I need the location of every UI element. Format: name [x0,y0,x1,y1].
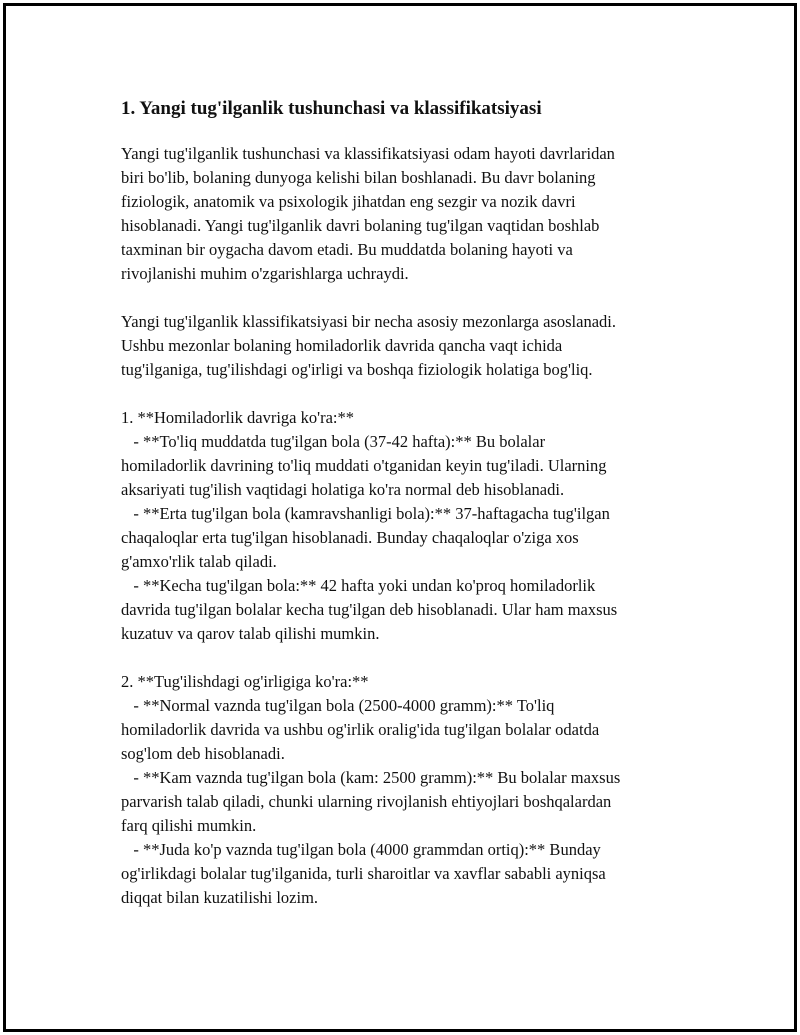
paragraph-intro [121,142,701,286]
section-heading: 2. **Tug'ilishdagi og'irligiga ko'ra:** [121,672,369,691]
section-birth-weight [121,670,701,910]
paragraph-spacer [121,382,701,406]
text-line: chaqaloqlar erta tug'ilgan hisoblanadi. Bunday chaqaloqlar o'ziga xos [121,528,579,547]
list-item: - **Juda ko'p vaznda tug'ilgan bola (4000 grammdan ortiq):** Bunday [121,840,601,859]
page-frame [3,3,797,1032]
list-item: - **To'liq muddatda tug'ilgan bola (37-42 hafta):** Bu bolalar [121,432,546,451]
paragraph-spacer [121,646,701,670]
list-item: - **Normal vaznda tug'ilgan bola (2500-4000 gramm):** To'liq [121,696,555,715]
text-line: og'irlikdagi bolalar tug'ilganida, turli sharoitlar va xavflar sababli ayniqsa [121,864,606,883]
text-line: davrida tug'ilgan bolalar kecha tug'ilgan deb hisoblanadi. Ular ham maxsus [121,600,618,619]
text-line: fiziologik, anatomik va psixologik jihatdan eng sezgir va nozik davri [121,192,576,211]
paragraph-classification [121,310,701,382]
section-heading: 1. **Homiladorlik davriga ko'ra:** [121,408,355,427]
section-gestation [121,406,701,646]
text-line: biri bo'lib, bolaning dunyoga kelishi bilan boshlanadi. Bu davr bolaning [121,168,596,187]
text-line: Yangi tug'ilganlik tushunchasi va klassifikatsiyasi odam hayoti davrlaridan [121,144,615,163]
text-line: Yangi tug'ilganlik klassifikatsiyasi bir necha asosiy mezonlarga asoslanadi. [121,312,616,331]
text-line: tug'ilganiga, tug'ilishdagi og'irligi va boshqa fiziologik holatiga bog'liq. [121,360,593,379]
list-item: - **Kam vaznda tug'ilgan bola (kam: 2500 gramm):** Bu bolalar maxsus [121,768,621,787]
list-item: - **Kecha tug'ilgan bola:** 42 hafta yoki undan ko'proq homiladorlik [121,576,596,595]
text-line: parvarish talab qiladi, chunki ularning rivojlanish ehtiyojlari boshqalardan [121,792,612,811]
text-line: g'amxo'rlik talab qiladi. [121,552,277,571]
text-line: homiladorlik davrida va ushbu og'irlik oralig'ida tug'ilgan bolalar odatda [121,720,600,739]
list-item: - **Erta tug'ilgan bola (kamravshanligi bola):** 37-haftagacha tug'ilgan [121,504,610,523]
text-line: diqqat bilan kuzatilishi lozim. [121,888,319,907]
document-title: 1. Yangi tug'ilganlik tushunchasi va klassifikatsiyasi [121,98,542,119]
text-line: farq qilishi mumkin. [121,816,257,835]
document-body [121,97,701,910]
text-line: taxminan bir oygacha davom etadi. Bu muddatda bolaning hayoti va [121,240,573,259]
text-line: aksariyati tug'ilish vaqtidagi holatiga ko'ra normal deb hisoblanadi. [121,480,565,499]
text-line: kuzatuv va qarov talab qilishi mumkin. [121,624,380,643]
text-line: hisoblanadi. Yangi tug'ilganlik davri bolaning tug'ilgan vaqtidan boshlab [121,216,600,235]
text-line: sog'lom deb hisoblanadi. [121,744,285,763]
text-line: Ushbu mezonlar bolaning homiladorlik davrida qancha vaqt ichida [121,336,563,355]
text-line: homiladorlik davrining to'liq muddati o'tganidan keyin tug'iladi. Ularning [121,456,607,475]
paragraph-spacer [121,286,701,310]
text-line: rivojlanishi muhim o'zgarishlarga uchraydi. [121,264,409,283]
